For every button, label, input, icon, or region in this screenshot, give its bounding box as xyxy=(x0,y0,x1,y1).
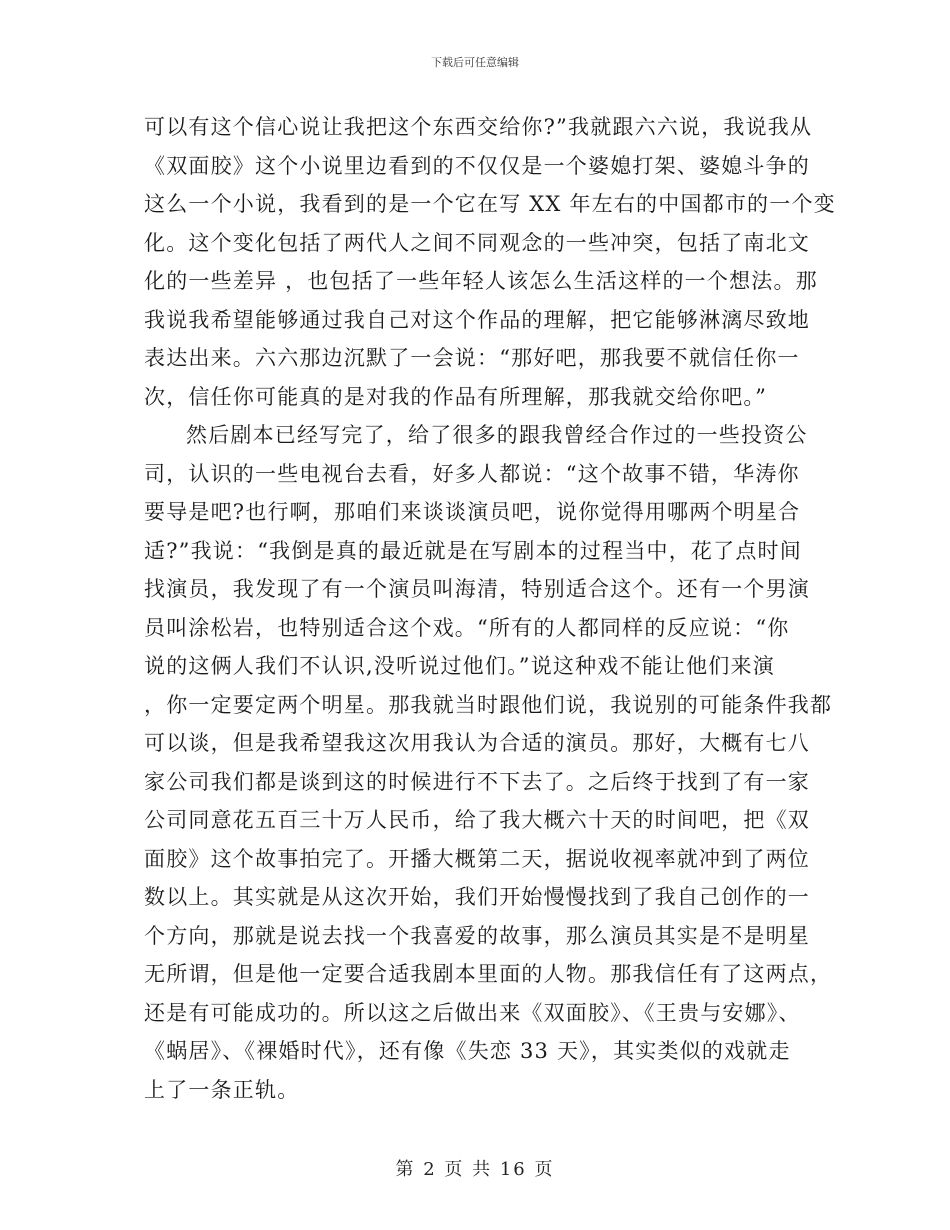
paragraph-line: 还是有可能成功的。所以这之后做出来《双面胶》、《王贵与安娜》、 xyxy=(144,1000,801,1025)
paragraph-line: 上了一条正轨。 xyxy=(144,1077,300,1102)
paragraph-line: 化。这个变化包括了两代人之间不同观念的一些冲突，包括了南北文 xyxy=(144,230,810,255)
paragraph-line: 我说我希望能够通过我自己对这个作品的理解，把它能够淋漓尽致地 xyxy=(144,307,810,332)
paragraph-line: 家公司我们都是谈到这的时候进行不下去了。之后终于找到了有一家 xyxy=(144,769,810,794)
paragraph-line: 可以谈，但是我希望我这次用我认为合适的演员。那好，大概有七八 xyxy=(144,731,810,755)
paragraph-line: 找演员，我发现了有一个演员叫海清，特别适合这个。还有一个男演 xyxy=(144,577,810,601)
paragraph-line: 《蜗居》、《裸婚时代》，还有像《失恋 33 天》，其实类似的戏就走 xyxy=(144,1039,791,1063)
paragraph-line: 化的一些差异 ，也包括了一些年轻人该怎么生活这样的一个想法。那 xyxy=(144,269,818,293)
paragraph-line: 司，认识的一些电视台去看，好多人都说：“这个故事不错，华涛你 xyxy=(144,461,800,486)
paragraph-line: ，你一定要定两个明星。那我就当时跟他们说，我说别的可能条件我都 xyxy=(144,692,833,717)
paragraph-line: 可以有这个信心说让我把这个东西交给你?”我就跟六六说，我说我从 xyxy=(144,115,813,139)
paragraph-line: 要导是吧?也行啊，那咱们来谈谈演员吧，说你觉得用哪两个明星合 xyxy=(144,500,801,524)
paragraph-line: 无所谓，但是他一定要合适我剧本里面的人物。那我信任有了这两点， xyxy=(144,962,833,986)
paragraph-line: 说的这俩人我们不认识,没听说过他们。”说这种戏不能让他们来演 xyxy=(144,654,775,678)
paragraph-line: 个方向，那就是说去找一个我喜爱的故事，那么演员其实是不是明星 xyxy=(144,923,810,948)
paragraph-line: 《双面胶》这个小说里边看到的不仅仅是一个婆媳打架、婆媳斗争的 xyxy=(144,153,810,178)
paragraph-line: 适?”我说：“我倒是真的最近就是在写剧本的过程当中，花了点时间 xyxy=(144,538,802,563)
page-header: 下载后可任意编辑 xyxy=(431,56,519,69)
paragraph-line: 然后剧本已经写完了，给了很多的跟我曾经合作过的一些投资公 xyxy=(186,423,808,447)
paragraph-line: 数以上。其实就是从这次开始，我们开始慢慢找到了我自己创作的一 xyxy=(144,885,810,909)
paragraph-line: 员叫涂松岩，也特别适合这个戏。“所有的人都同样的反应说：“你 xyxy=(144,615,790,640)
paragraph-line: 这么一个小说，我看到的是一个它在写 XX 年左右的中国都市的一个变 xyxy=(144,192,836,216)
paragraph-line: 公司同意花五百三十万人民币，给了我大概六十天的时间吧，把《双 xyxy=(144,808,810,832)
paragraph-line: 面胶》这个故事拍完了。开播大概第二天，据说收视率就冲到了两位 xyxy=(144,846,810,871)
paragraph-line: 表达出来。六六那边沉默了一会说：“那好吧，那我要不就信任你一 xyxy=(144,346,800,370)
page-number: 第 2 页 共 16 页 xyxy=(395,1159,555,1180)
body-text xyxy=(144,108,836,1109)
paragraph-line: 次，信任你可能真的是对我的作品有所理解，那我就交给你吧。” xyxy=(144,384,768,409)
